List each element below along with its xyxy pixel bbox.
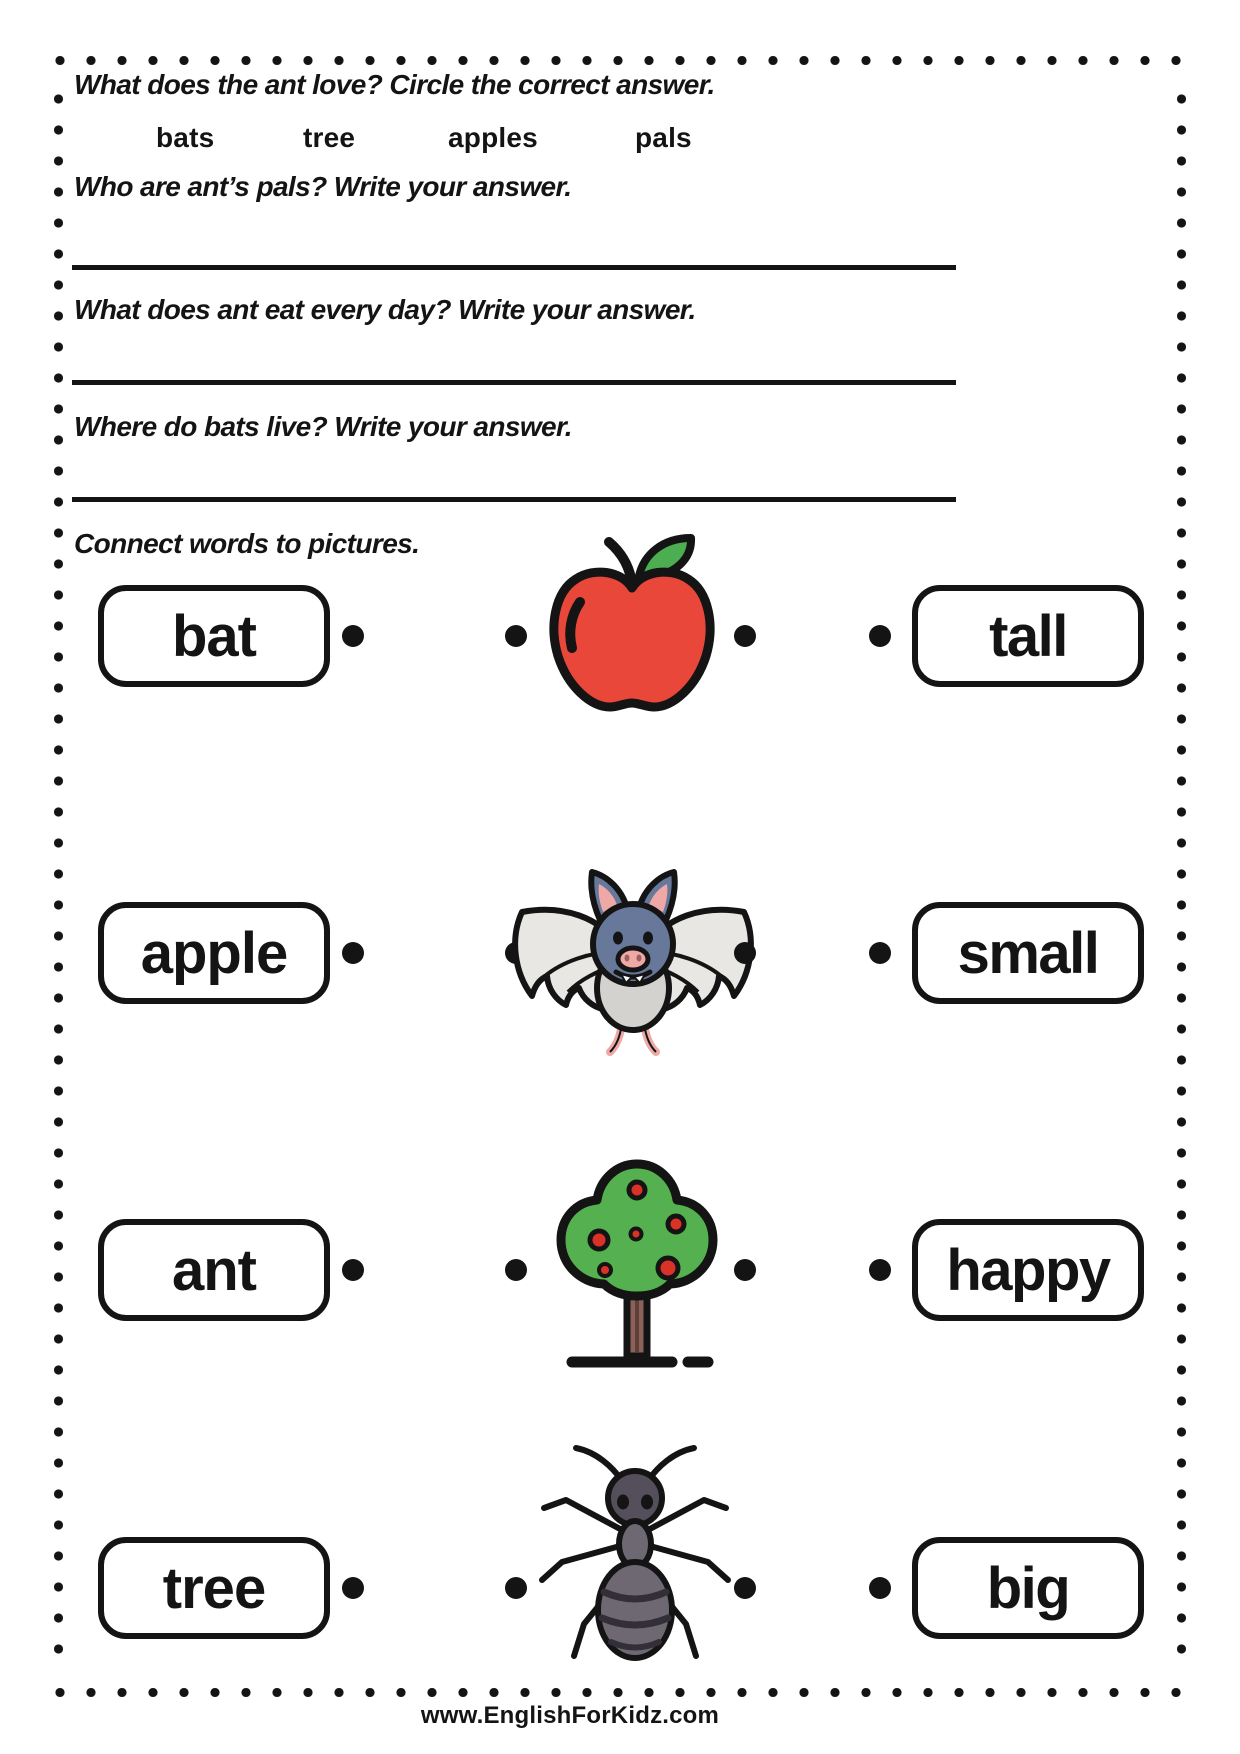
word-label: ant	[172, 1237, 256, 1303]
ant-image[interactable]	[528, 1440, 742, 1664]
connector-dot[interactable]	[734, 1577, 756, 1599]
question-ant-eat: What does ant eat every day? Write your answer.	[74, 294, 696, 325]
website-url: www.EnglishForKidz.com	[420, 1702, 720, 1729]
connector-dot[interactable]	[734, 942, 756, 964]
connector-dot[interactable]	[734, 1259, 756, 1281]
answer-line-1[interactable]	[72, 265, 956, 270]
dotted-border-top	[54, 56, 1182, 65]
word-box-ant[interactable]	[98, 1219, 330, 1321]
connector-dot[interactable]	[869, 942, 891, 964]
word-box-happy[interactable]	[912, 1219, 1144, 1321]
question-bats-live: Where do bats live? Write your answer.	[74, 411, 572, 442]
word-label: small	[957, 920, 1099, 986]
word-label: apple	[140, 920, 288, 986]
connector-dot[interactable]	[342, 625, 364, 647]
question-ants-pals: Who are ant’s pals? Write your answer.	[74, 171, 572, 202]
dotted-border-bottom	[54, 1688, 1182, 1697]
connector-dot[interactable]	[342, 1259, 364, 1281]
connector-dot[interactable]	[869, 1577, 891, 1599]
word-label: happy	[946, 1237, 1110, 1303]
tree-image[interactable]	[548, 1156, 726, 1378]
connector-dot[interactable]	[505, 1577, 527, 1599]
dotted-border-left	[54, 76, 63, 1672]
connector-dot[interactable]	[342, 942, 364, 964]
word-box-apple[interactable]	[98, 902, 330, 1004]
connector-dot[interactable]	[869, 625, 891, 647]
word-label: tree	[162, 1555, 266, 1621]
word-label: big	[986, 1555, 1070, 1621]
word-label: tall	[989, 603, 1067, 669]
word-box-small[interactable]	[912, 902, 1144, 1004]
connector-dot[interactable]	[505, 1259, 527, 1281]
option-tree[interactable]: tree	[303, 122, 356, 153]
connector-dot[interactable]	[342, 1577, 364, 1599]
option-bats[interactable]: bats	[156, 122, 215, 153]
connect-instruction: Connect words to pictures.	[74, 528, 420, 559]
word-box-bat[interactable]	[98, 585, 330, 687]
question-circle-answer: What does the ant love? Circle the correct answer.	[74, 69, 715, 100]
connector-dot[interactable]	[505, 625, 527, 647]
option-apples[interactable]: apples	[448, 122, 538, 153]
dotted-border-right	[1177, 76, 1186, 1672]
word-label: bat	[172, 603, 256, 669]
word-box-tall[interactable]	[912, 585, 1144, 687]
connector-dot[interactable]	[869, 1259, 891, 1281]
answer-line-2[interactable]	[72, 380, 956, 385]
word-box-big[interactable]	[912, 1537, 1144, 1639]
option-pals[interactable]: pals	[635, 122, 692, 153]
answer-line-3[interactable]	[72, 497, 956, 502]
connector-dot[interactable]	[734, 625, 756, 647]
apple-image[interactable]	[545, 526, 719, 716]
bat-image[interactable]	[500, 868, 766, 1066]
word-box-tree[interactable]	[98, 1537, 330, 1639]
